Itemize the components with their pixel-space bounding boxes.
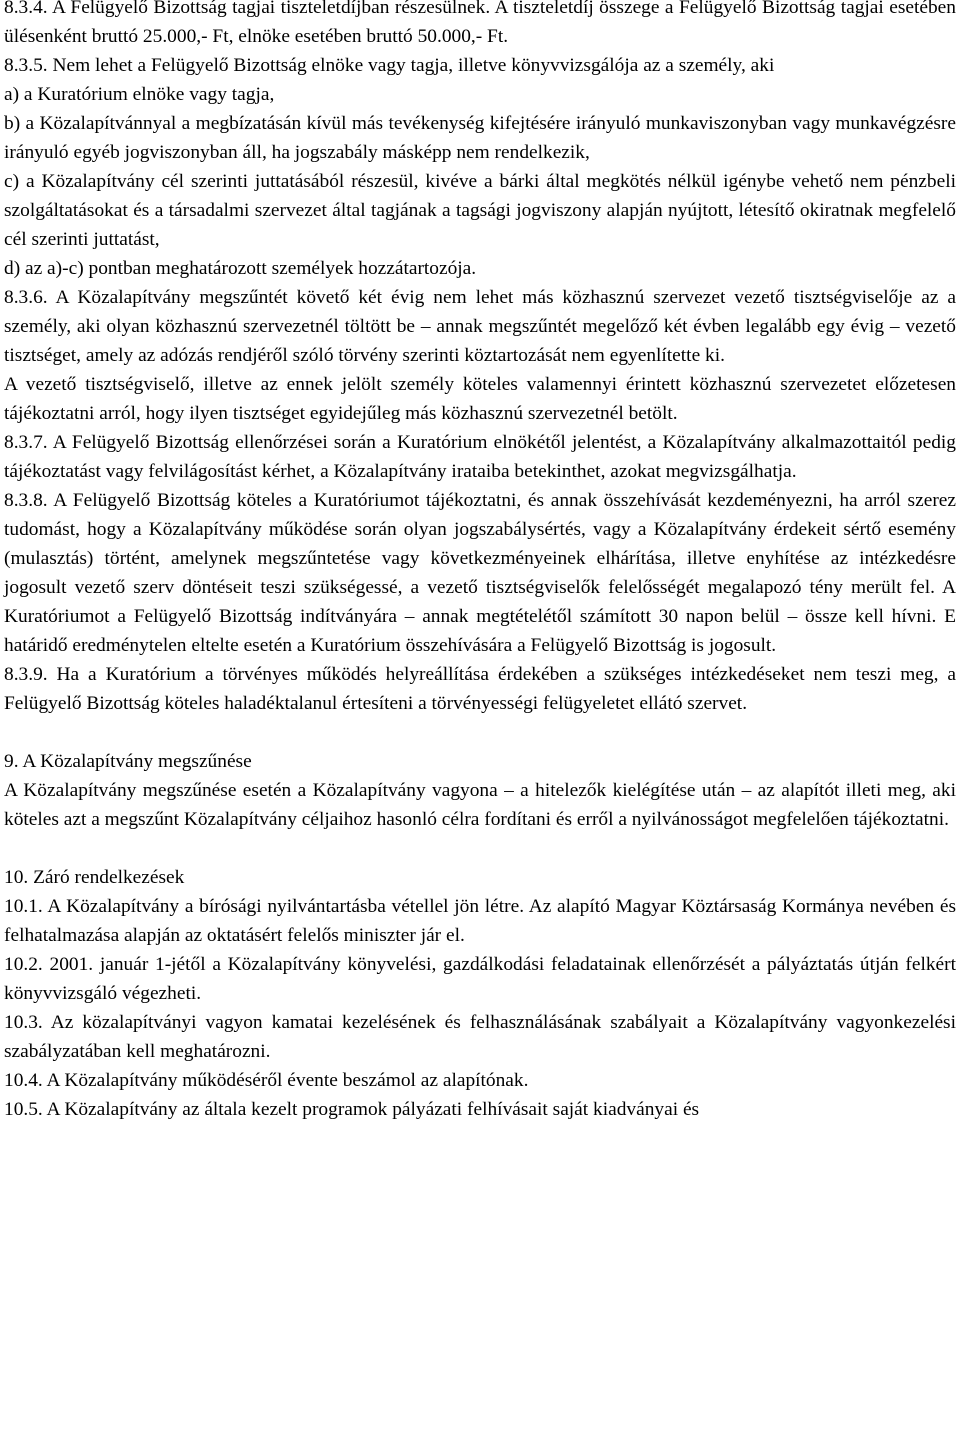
paragraph-10-3: 10.3. Az közalapítványi vagyon kamatai kezelésének és felhasználásának szabályait a Közalapítvány vagyonkezelési szabályzatában kell meghatározni.: [4, 1012, 956, 1062]
list-item-8-3-5-b: b) a Közalapítvánnyal a megbízatásán kívül más tevékenység kifejtésére irányuló munkaviszonyban vagy munkavégzésre irányuló egyéb jogviszonyban áll, ha jogszabály másképp nem rendelkezik,: [4, 113, 956, 163]
section-gap: [4, 718, 956, 747]
section-heading-10: 10. Záró rendelkezések: [4, 867, 185, 888]
paragraph-8-3-6-continued: A vezető tisztségviselő, illetve az ennek jelölt személy köteles valamennyi érintett közhasznú szervezetet előzetesen tájékoztatni arról, hogy ilyen tisztséget egyidejűleg más közhasznú szervezetnél betölt.: [4, 374, 956, 424]
paragraph-10-4: 10.4. A Közalapítvány működéséről évente beszámol az alapítónak.: [4, 1070, 529, 1091]
paragraph-10-1: 10.1. A Közalapítvány a bírósági nyilvántartásba vétellel jön létre. Az alapító Magyar Köztársaság Kormánya nevében és felhatalmazása alapján az oktatásért felelős miniszter jár el.: [4, 896, 956, 946]
paragraph-8-3-8: 8.3.8. A Felügyelő Bizottság köteles a Kuratóriumot tájékoztatni, és annak összehívását kezdeményezni, ha arról szerez tudomást, hogy a Közalapítvány működése során olyan jogszabálysértés, vagy a Közalapítvány érdekeit sértő esemény (mulasztás) történt, amelynek megszűntetése vagy következményeinek elhárítása, illetve enyhítése az intézkedésre jogosult vezető szerv döntéseit teszi szükségessé, a vezető tisztségviselők felelősségét megalapozó tény merült fel. A Kuratóriumot a Felügyelő Bizottság indítványára – annak megtételétől számított 30 napon belül – össze kell hívni. E határidő eredménytelen eltelte esetén a Kuratórium összehívására a Felügyelő Bizottság is jogosult.: [4, 490, 956, 656]
paragraph-9: A Közalapítvány megszűnése esetén a Közalapítvány vagyona – a hitelezők kielégítése után – az alapítót illeti meg, aki köteles azt a megszűnt Közalapítvány céljaihoz hasonló célra fordítani és erről a nyilvánosságot megfelelően tájékoztatni.: [4, 780, 956, 830]
paragraph-8-3-7: 8.3.7. A Felügyelő Bizottság ellenőrzései során a Kuratórium elnökétől jelentést, a Közalapítvány alkalmazottaitól pedig tájékoztatást vagy felvilágosítást kérhet, a Közalapítvány irataiba betekinthet, azokat megvizsgálhatja.: [4, 432, 956, 482]
paragraph-8-3-6: 8.3.6. A Közalapítvány megszűntét követő két évig nem lehet más közhasznú szervezet vezető tisztségviselője az a személy, aki olyan közhasznú szervezetnél töltött be – annak megszűntét megelőző két évben legalább egy évig – vezető tisztséget, amely az adózás rendjéről szóló törvény szerinti köztartozását nem egyenlítette ki.: [4, 287, 956, 366]
paragraph-8-3-9: 8.3.9. Ha a Kuratórium a törvényes működés helyreállítása érdekében a szükséges intézkedéseket nem teszi meg, a Felügyelő Bizottság köteles haladéktalanul értesíteni a törvényességi felügyeletet ellátó szervet.: [4, 664, 956, 714]
paragraph-10-5: 10.5. A Közalapítvány az általa kezelt programok pályázati felhívásait saját kiadványai és: [4, 1099, 700, 1120]
list-item-8-3-5-c: c) a Közalapítvány cél szerinti juttatásából részesül, kivéve a bárki által megkötés nélkül igénybe vehető nem pénzbeli szolgáltatásokat és a társadalmi szervezet által tagjának a tagsági jogviszony alapján nyújtott, létesítő okiratnak megfelelő cél szerinti juttatást,: [4, 171, 956, 250]
paragraph-8-3-4: 8.3.4. A Felügyelő Bizottság tagjai tiszteletdíjban részesülnek. A tiszteletdíj összege a Felügyelő Bizottság tagjai esetében ülésenként bruttó 25.000,- Ft, elnöke esetében bruttó 50.000,- Ft.: [4, 0, 956, 47]
list-item-8-3-5-d: d) az a)-c) pontban meghatározott személyek hozzátartozója.: [4, 258, 477, 279]
section-heading-9: 9. A Közalapítvány megszűnése: [4, 751, 252, 772]
list-item-8-3-5-a: a) a Kuratórium elnöke vagy tagja,: [4, 84, 275, 105]
section-gap: [4, 834, 956, 863]
paragraph-8-3-5: 8.3.5. Nem lehet a Felügyelő Bizottság elnöke vagy tagja, illetve könyvvizsgálója az a személy, aki: [4, 55, 775, 76]
paragraph-10-2: 10.2. 2001. január 1-jétől a Közalapítvány könyvelési, gazdálkodási feladatainak ellenőrzését a pályáztatás útján felkért könyvvizsgáló végezheti.: [4, 954, 956, 1004]
